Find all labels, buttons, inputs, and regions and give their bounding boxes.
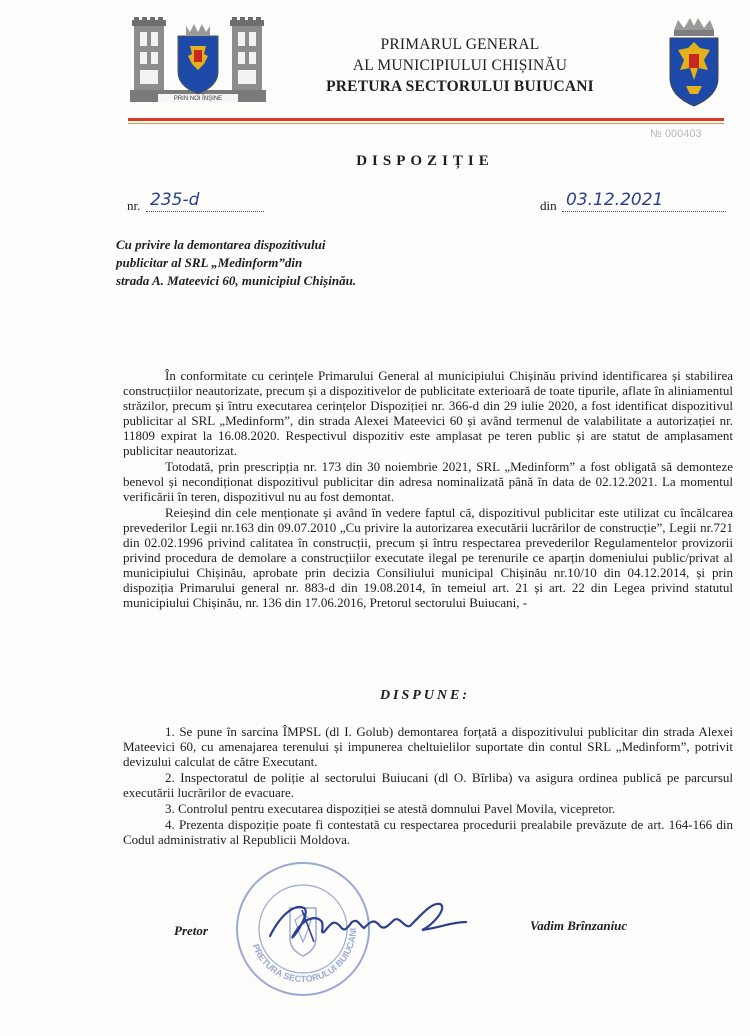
header-line-1: PRIMARUL GENERAL <box>380 36 540 53</box>
dispune-item: 2. Inspectoratul de poliție al sectorului Buiucani (dl O. Bîrliba) va asigura ordinea publică pe parcursul executării lucrărilor de evacuare. <box>123 770 733 800</box>
signatory-name: Vadim Brînzaniuc <box>530 918 628 933</box>
number-label: nr. <box>127 198 141 213</box>
preamble-body <box>123 368 733 611</box>
handwritten-signature <box>262 892 472 950</box>
header-line-2: AL MUNICIPIULUI CHIȘINĂU <box>352 57 568 74</box>
header-divider-thin <box>128 123 724 124</box>
dispune-item: 3. Controlul pentru executarea dispoziției se atestă domnului Pavel Movila, vicepretor. <box>165 801 616 816</box>
dispune-heading: DISPUNE: <box>379 688 471 703</box>
dispune-item: 1. Se pune în sarcina ÎMPSL (dl I. Golub) demontarea forțată a dispozitivului publicitar din strada Alexei Mateevici 60, cu amenajarea terenului și impunerea cheltuielilor suportate din contul SRL „Medinform”, potrivit devizului calculat de către Executant. <box>123 724 733 769</box>
signatory-role: Pretor <box>174 923 208 938</box>
coat-of-arms-icon <box>664 16 724 108</box>
subject-line-1: Cu privire la demontarea dispozitivului <box>116 237 326 252</box>
subject-block <box>116 236 446 290</box>
signature-scribble-icon <box>262 892 472 950</box>
dispune-list <box>123 724 733 848</box>
subject-line-3: strada A. Mateevici 60, municipiul Chișinău. <box>116 273 357 288</box>
preamble-paragraph: Reieșind din cele menționate și având în vedere faptul că, dispozitivul publicitar este utilizat cu încălcarea prevederilor Legii nr.163 din 09.07.2010 „Cu privire la autorizarea executării lucrărilor de construcție”, Legii nr.721 din 02.02.1996 privind calitatea în construcții, precum și întru respectarea prevederilor Regulamentelor provizorii privind procedura de demolare a construcțiilor executate ilegal pe terenurile ce aparțin domeniului public/privat al municipiului Chișinău, aprobate prin decizia Consiliului municipal Chișinău nr.10/10 din 04.12.2014, și prin dispoziția Primarului general nr. 883-d din 19.08.2014, în temeiul art. 21 și art. 22 din Legea privind statutul municipiului Chișinău, nr. 136 din 17.06.2016, Pretorul sectorului Buiucani, - <box>123 505 733 610</box>
issuer-header <box>290 34 630 97</box>
emblem-motto: PRIN NOI ÎNȘINE <box>173 96 223 102</box>
document-serial-number: № 000403 <box>650 128 702 140</box>
dispune-item: 4. Prezenta dispoziție poate fi contestată cu respectarea procedurii prealabile prevăzute de art. 164-166 din Codul administrativ al Republicii Moldova. <box>123 817 733 847</box>
header-divider <box>128 118 724 121</box>
municipal-emblem-right <box>664 16 724 108</box>
header-line-3: PRETURA SECTORULUI BUIUCANI <box>326 78 594 95</box>
date-underline <box>562 210 726 212</box>
document-date: 03.12.2021 <box>566 190 664 210</box>
svg-text:PRETURA SECTORULUI BUIUCANI: PRETURA SECTORULUI BUIUCANI <box>250 927 359 985</box>
municipal-emblem-left <box>128 16 268 110</box>
date-label: din <box>540 198 557 213</box>
preamble-paragraph: Totodată, prin prescripția nr. 173 din 30 noiembrie 2021, SRL „Medinform” a fost obligată să demonteze benevol și necondiționat dispozitivul publicitar din adresa nominalizată până în data de 02.12.2021. La momentul verificării în teren, dispozitivul nu au fost demontat. <box>123 459 733 504</box>
number-underline <box>146 210 264 212</box>
document-title: DISPOZIȚIE <box>356 153 494 169</box>
document-number: 235-d <box>150 190 200 210</box>
subject-line-2: publicitar al SRL „Medinform”din <box>116 255 303 270</box>
preamble-paragraph: În conformitate cu cerințele Primarului General al municipiului Chișinău privind identificarea și stabilirea construcțiilor neautorizate, precum și a dispozitivelor de publicitate exterioară de toate tipurile, aflate în aliniamentul străzilor, precum și întru executarea cerințelor Dispoziției nr. 366-d din 29 iulie 2020, a fost identificat dispozitivul publicitar al SRL „Medinform”, din strada Alexei Mateevici 60 și având termenul de valabilitate a autorizației nr. 11809 expirat la 16.08.2020. Respectivul dispozitiv este amplasat pe teren public și are statut de amplasament publicitar neautorizat. <box>123 368 733 458</box>
